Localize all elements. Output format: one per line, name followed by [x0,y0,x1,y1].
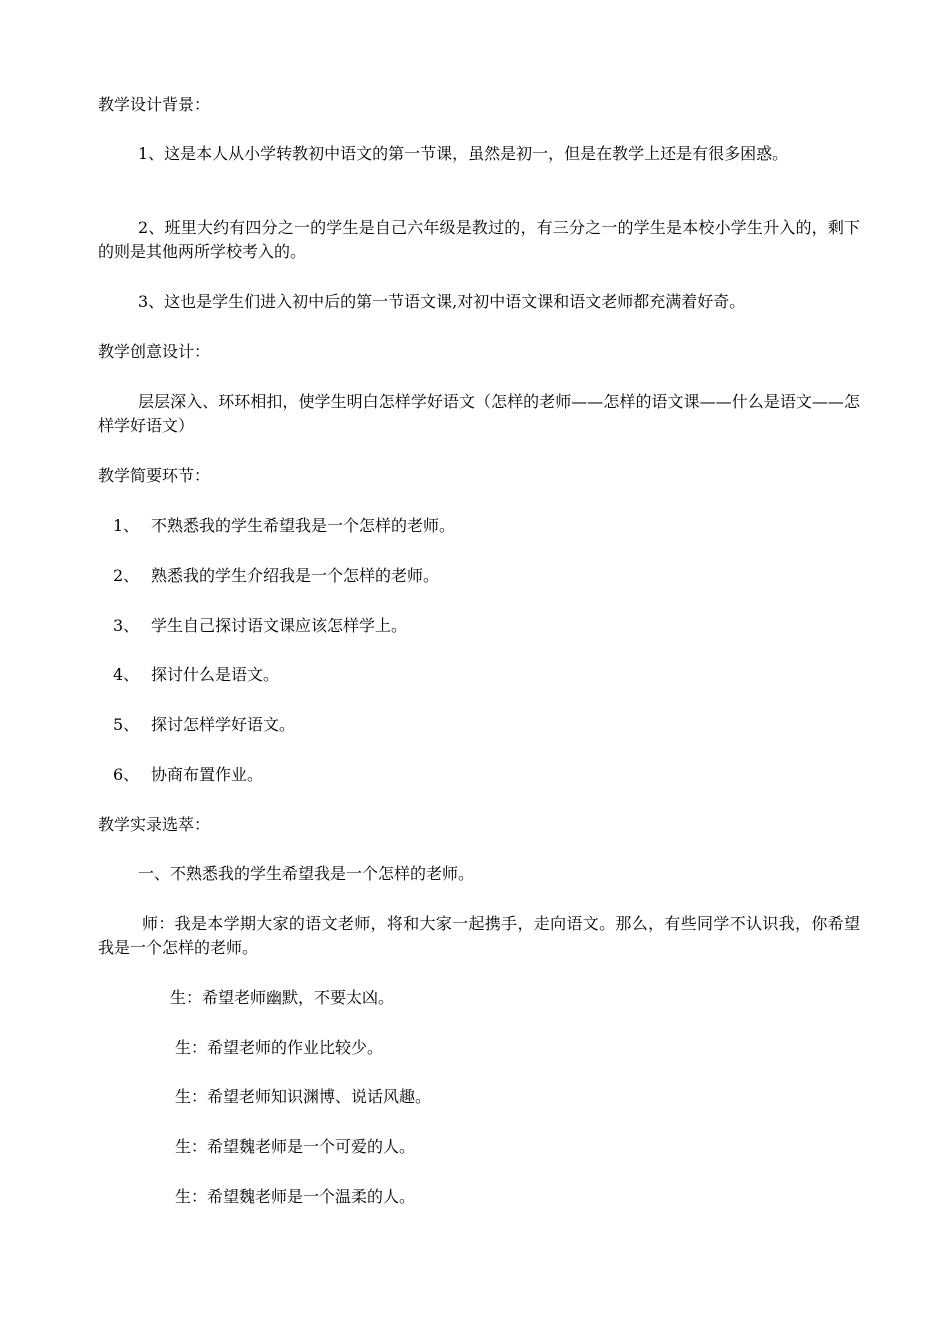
step-item [113,663,279,687]
step-text: 探讨怎样学好语文。 [151,715,296,734]
student-line: 生：希望老师的作业比较少。 [175,1038,384,1057]
step-text: 不熟悉我的学生希望我是一个怎样的老师。 [151,516,456,535]
step-number: 5、 [113,715,140,734]
creative-heading: 教学创意设计： [98,342,211,361]
step-number: 6、 [113,765,140,784]
step-text: 探讨什么是语文。 [151,665,280,684]
student-line: 生：希望魏老师是一个可爱的人。 [175,1137,416,1156]
record-section-title: 一、不熟悉我的学生希望我是一个怎样的老师。 [138,864,475,883]
steps-heading: 教学简要环节： [98,466,211,485]
background-item-3: 3、这也是学生们进入初中后的第一节语文课,对初中语文课和语文老师都充满着好奇。 [138,292,746,311]
step-item [113,514,455,538]
background-item-1: 1、这是本人从小学转教初中语文的第一节课，虽然是初一，但是在教学上还是有很多困惑。 [138,144,789,163]
student-line: 生：希望魏老师是一个温柔的人。 [175,1187,416,1206]
step-number: 1、 [113,516,140,535]
creative-text: 层层深入、环环相扣，使学生明白怎样学好语文（怎样的老师——怎样的语文课——什么是语文——怎样学好语文） [98,392,860,435]
step-number: 2、 [113,566,140,585]
background-item-2: 2、班里大约有四分之一的学生是自己六年级是教过的，有三分之一的学生是本校小学生升入的，剩下的则是其他两所学校考入的。 [98,218,860,261]
step-text: 熟悉我的学生介绍我是一个怎样的老师。 [151,566,440,585]
teacher-line: 师：我是本学期大家的语文老师，将和大家一起携手，走向语文。那么，有些同学不认识我，你希望我是一个怎样的老师。 [98,914,860,957]
step-item [113,763,263,787]
student-line: 生：希望老师知识渊博、说话风趣。 [175,1087,432,1106]
step-item [113,713,295,737]
step-text: 学生自己探讨语文课应该怎样学上。 [151,616,408,635]
record-heading: 教学实录选萃： [98,815,211,834]
step-text: 协商布置作业。 [151,765,264,784]
background-heading: 教学设计背景： [98,95,211,114]
step-item [113,614,407,638]
step-number: 4、 [113,665,140,684]
student-line: 生：希望老师幽默，不要太凶。 [170,988,395,1007]
step-number: 3、 [113,616,140,635]
step-item [113,564,439,588]
